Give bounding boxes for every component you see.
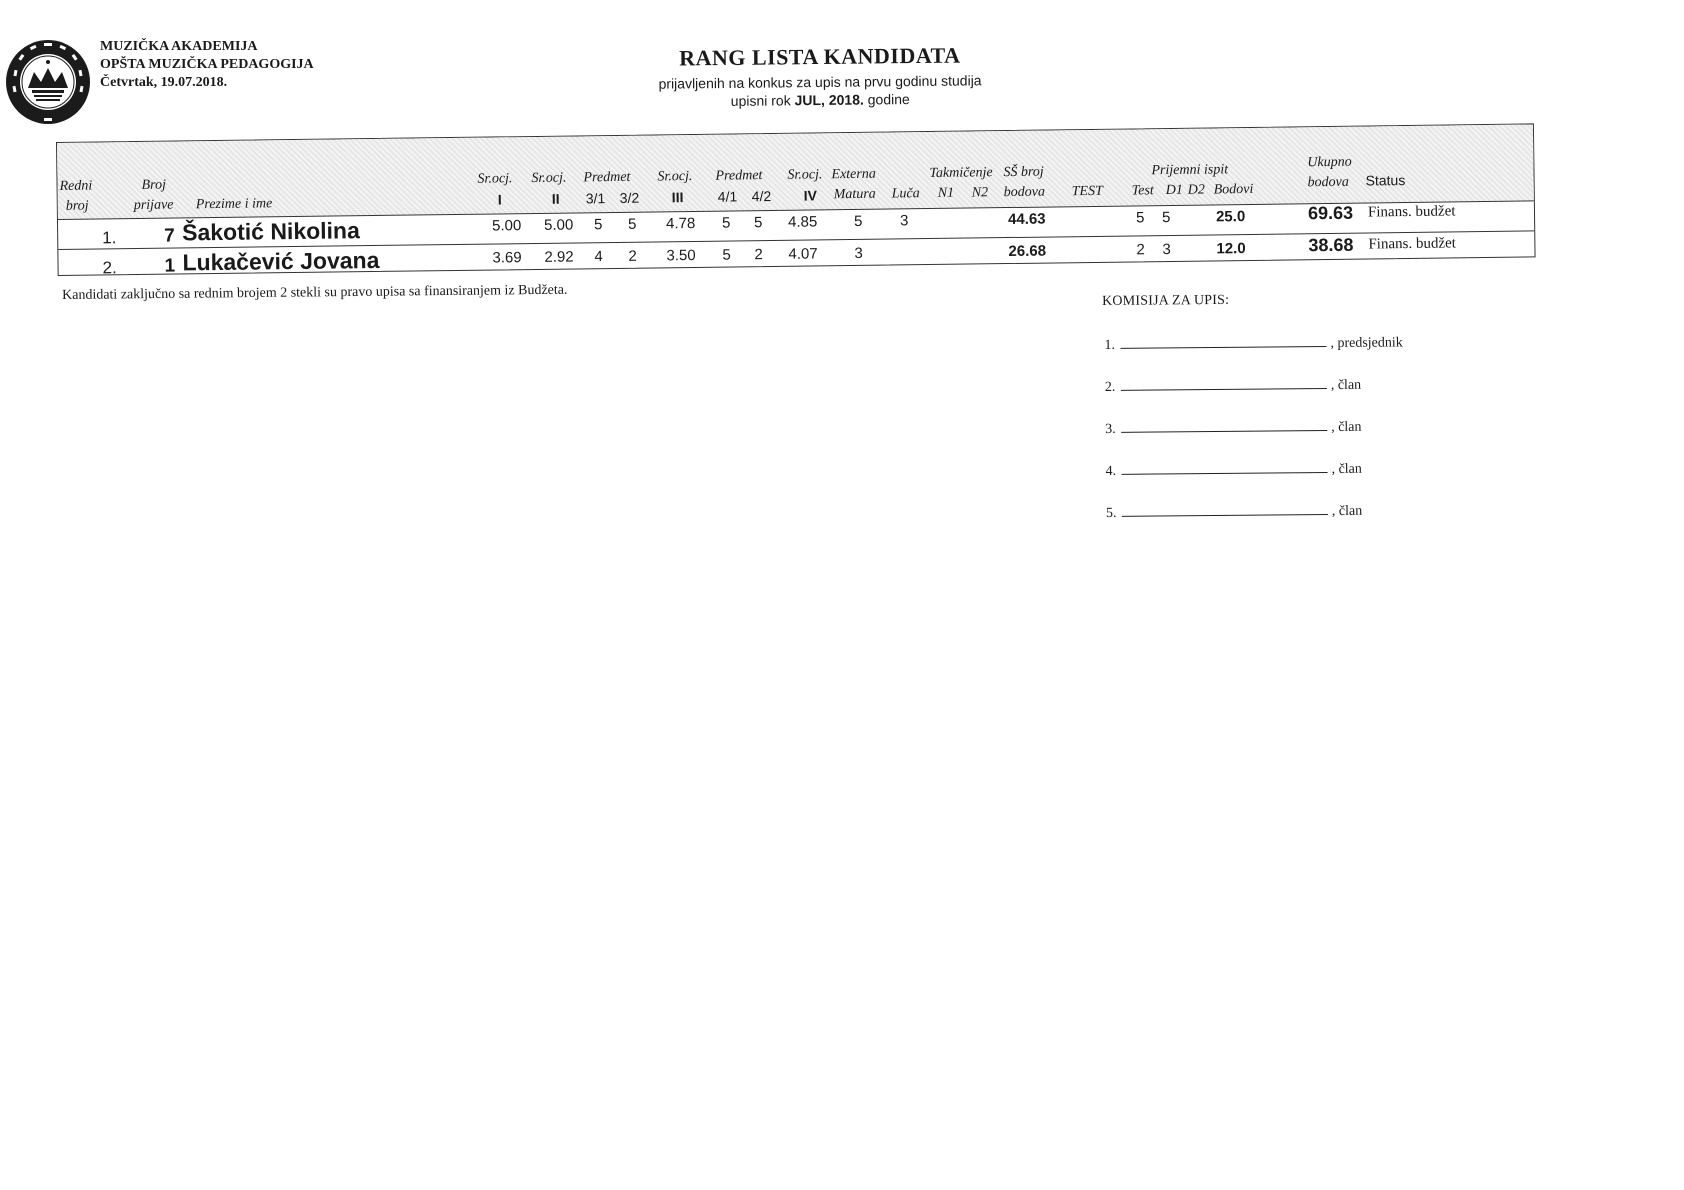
- row-candidate-name: Šakotić Nikolina: [181, 217, 360, 246]
- row-sr4: 4.85: [787, 213, 818, 231]
- row-ss-points: 26.68: [1008, 242, 1047, 261]
- member-role: , član: [1331, 503, 1363, 520]
- header-predmet-4: Predmet: [715, 168, 763, 184]
- member-role: , predsjednik: [1330, 335, 1403, 352]
- table-frame: [56, 123, 1536, 276]
- signature-line: [1120, 334, 1326, 349]
- row-ss-points: 44.63: [1007, 210, 1046, 229]
- header-p31: 3/1: [585, 190, 606, 207]
- row-sr2: 2.92: [544, 248, 574, 266]
- committee-member: [1105, 418, 1361, 438]
- header-redni: Redni: [59, 178, 93, 194]
- deadline-year: 2018.: [828, 91, 864, 108]
- row-rank: 1.: [102, 228, 117, 248]
- row-bodovi: 12.0: [1216, 240, 1246, 258]
- row-rank: 2.: [102, 258, 117, 278]
- title-block: [600, 42, 1041, 111]
- committee-member: [1104, 333, 1402, 354]
- header-matura: Matura: [833, 186, 876, 203]
- row-p42: 5: [753, 214, 763, 232]
- row-p41: 5: [722, 246, 731, 264]
- header-srocj-2: Sr.ocj.: [531, 170, 567, 187]
- member-number: 1.: [1104, 337, 1116, 353]
- row-candidate-name: Lukačević Jovana: [182, 246, 380, 276]
- row-p31: 4: [594, 248, 603, 266]
- header-prijemni-ispit: Prijemni ispit: [1151, 162, 1229, 179]
- row-luca: 3: [899, 212, 909, 230]
- row-p41: 5: [721, 214, 731, 232]
- signature-line: [1121, 460, 1327, 475]
- header-ss-bodova: bodova: [1003, 184, 1046, 201]
- row-status: Finans. budžet: [1368, 235, 1456, 253]
- header-n1: N1: [937, 185, 955, 201]
- document-date: Četvrtak, 19.07.2018.: [100, 75, 228, 90]
- signature-line: [1122, 502, 1328, 517]
- committee-member: [1106, 502, 1362, 522]
- header-prezime-ime: Prezime i ime: [195, 196, 273, 213]
- committee-block: [1102, 291, 1462, 521]
- university-seal-icon: [4, 38, 92, 126]
- page-subtitle: prijavljenih na konkus za upis na prvu godinu studija: [658, 72, 982, 92]
- row-sr2: 5.00: [543, 216, 574, 234]
- header-status: Status: [1365, 172, 1406, 189]
- ranking-table: [56, 123, 1536, 280]
- committee-title: KOMISIJA ZA UPIS:: [1102, 292, 1230, 309]
- member-role: , član: [1331, 461, 1362, 478]
- header-n2: N2: [971, 185, 989, 201]
- header-srocj-4-num: IV: [803, 187, 818, 204]
- row-matura: 5: [853, 212, 863, 230]
- header-d2: D2: [1187, 182, 1205, 198]
- member-number: 4.: [1105, 463, 1117, 479]
- signature-line: [1121, 376, 1327, 391]
- header-luca: Luča: [891, 186, 920, 202]
- enrollment-deadline: [600, 90, 1040, 111]
- member-number: 3.: [1105, 421, 1116, 437]
- row-sr1: 3.69: [492, 249, 522, 267]
- header-test-sub: Test: [1131, 183, 1154, 199]
- row-test: 5: [1135, 209, 1145, 227]
- deadline-prefix: upisni rok: [730, 92, 791, 109]
- header-srocj-4: Sr.ocj.: [787, 167, 823, 183]
- page-title: RANG LISTA KANDIDATA: [678, 42, 961, 71]
- member-number: 2.: [1104, 379, 1116, 395]
- row-p42: 2: [754, 246, 763, 264]
- header-broj: broj: [65, 198, 89, 214]
- row-d1: 3: [1162, 241, 1171, 259]
- deadline-suffix: godine: [867, 91, 910, 108]
- deadline-month: JUL,: [794, 91, 825, 109]
- signature-line: [1121, 418, 1327, 433]
- header-srocj-2-num: II: [551, 190, 560, 207]
- header-srocj-1: Sr.ocj.: [477, 171, 513, 187]
- row-sr1: 5.00: [491, 217, 522, 235]
- header-predmet-3: Predmet: [583, 169, 631, 186]
- row-app-no: 1: [164, 255, 176, 277]
- row-app-no: 7: [164, 225, 175, 247]
- header-ukupno-bodova: bodova: [1307, 174, 1349, 191]
- header-takmicenje: Takmičenje: [929, 165, 993, 182]
- header-broj-prijave: Broj: [141, 177, 167, 193]
- header-ukupno: Ukupno: [1307, 154, 1352, 171]
- department-name: OPŠTA MUZIČKA PEDAGOGIJA: [100, 57, 314, 72]
- header-srocj-1-num: I: [497, 191, 502, 208]
- row-bodovi: 25.0: [1215, 208, 1246, 226]
- header-srocj-3: Sr.ocj.: [657, 169, 693, 185]
- member-role: , član: [1330, 377, 1362, 394]
- header-externa: Externa: [831, 166, 876, 183]
- row-total: 69.63: [1307, 202, 1354, 224]
- row-test: 2: [1136, 241, 1145, 259]
- row-sr4: 4.07: [788, 245, 818, 263]
- row-d1: 5: [1161, 209, 1171, 227]
- institution-name: MUZIČKA AKADEMIJA: [100, 39, 258, 54]
- row-total: 38.68: [1308, 234, 1354, 256]
- header-d1: D1: [1165, 182, 1183, 199]
- row-matura: 3: [854, 244, 863, 262]
- header-p42: 4/2: [751, 188, 772, 205]
- institution-header: [100, 38, 314, 92]
- header-bodovi: Bodovi: [1213, 181, 1254, 198]
- header-test: TEST: [1071, 183, 1103, 200]
- enrollment-note: Kandidati zaključno sa rednim brojem 2 stekli su pravo upisa sa finansiranjem iz Budžeta.: [62, 282, 568, 303]
- header-srocj-3-num: III: [671, 189, 684, 206]
- header-prijave: prijave: [133, 197, 174, 214]
- header-ss-broj: SŠ broj: [1003, 164, 1044, 181]
- row-sr3: 4.78: [665, 214, 696, 233]
- header-p41: 4/1: [717, 188, 738, 205]
- row-p32: 2: [628, 247, 637, 265]
- committee-member: [1105, 376, 1361, 396]
- row-sr3: 3.50: [666, 246, 696, 265]
- member-number: 5.: [1105, 505, 1117, 521]
- row-p31: 5: [593, 216, 603, 234]
- header-p32: 3/2: [619, 189, 640, 206]
- row-status: Finans. budžet: [1367, 203, 1456, 221]
- committee-member: [1105, 460, 1361, 480]
- member-role: , član: [1331, 419, 1362, 436]
- row-p32: 5: [627, 215, 637, 233]
